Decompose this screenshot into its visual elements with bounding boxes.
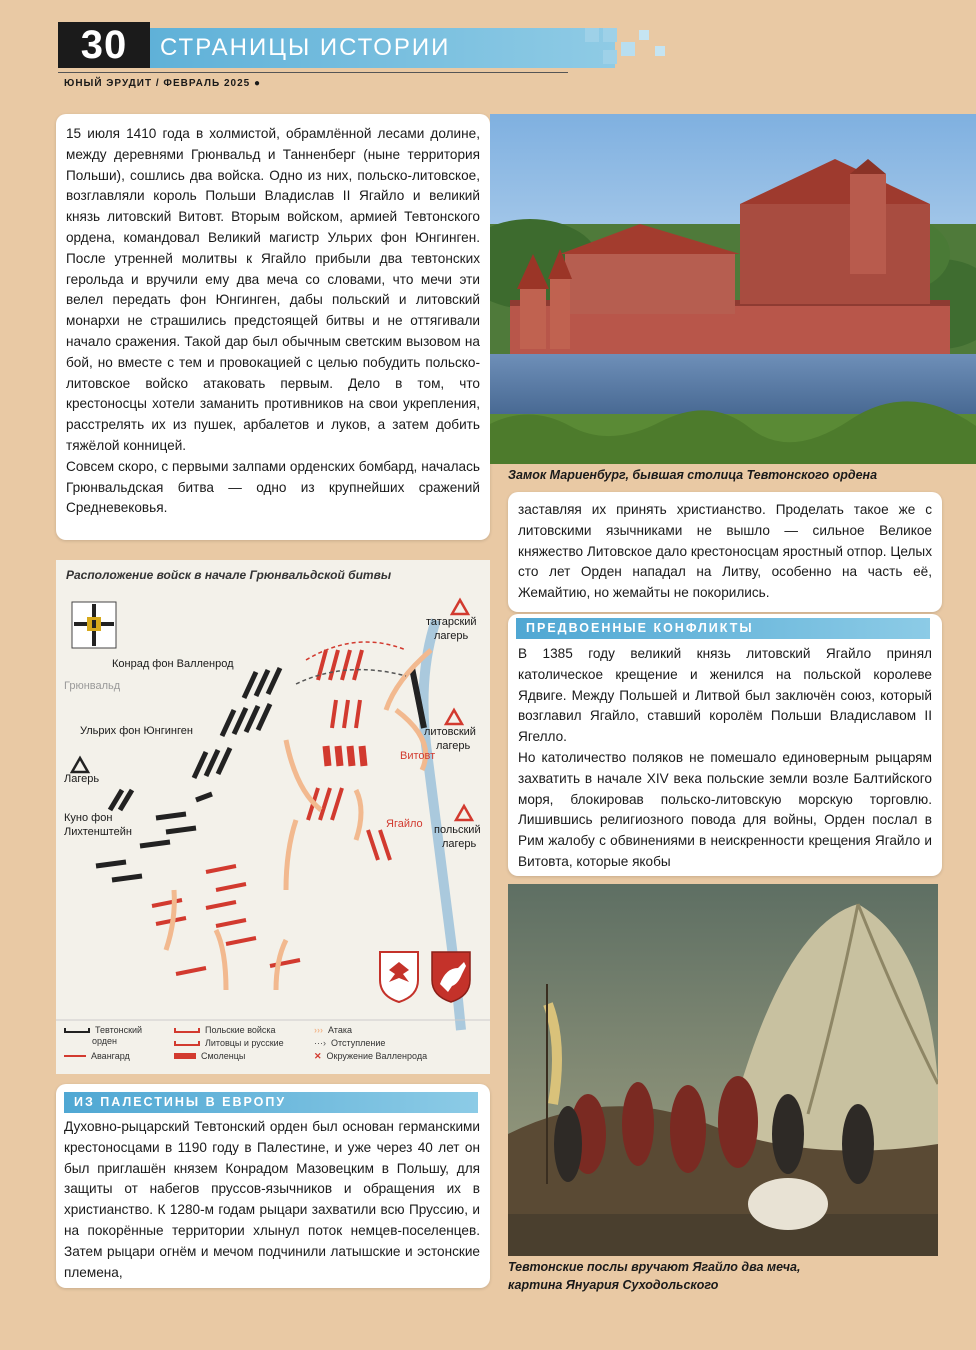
battle-map [56,560,490,1074]
label-ulrich: Ульрих фон Юнгинген [80,725,193,737]
legend-teutonic-symbol [64,1028,90,1033]
palestine-heading: ИЗ ПАЛЕСТИНЫ В ЕВРОПУ [64,1092,478,1113]
map-legend [64,1020,484,1070]
legend-attack: Атака [328,1025,352,1035]
teutonic-banner-icon [72,602,116,648]
label-tatar-2: лагерь [434,630,469,642]
legend-polish: Польские войска [205,1025,276,1035]
castle-illustration [490,114,976,464]
label-jagiello: Ягайло [386,818,423,830]
label-grunwald: Грюнвальд [64,680,121,692]
legend-vanguard: Авангард [91,1051,130,1061]
intro-paragraph-2: Совсем скоро, с первыми залпами орденских бомбард, началась Грюнвальдская битва — одно из крупнейших сражений Средневековья. [66,458,480,516]
prewar-text [518,644,932,873]
polish-units [152,650,390,974]
intro-text [66,124,480,519]
painting-photo [508,884,938,1256]
lithuanian-camp-icon [446,710,462,724]
legend-encircle: Окружение Валленрода [326,1051,428,1061]
intro-paragraph-1: 15 июля 1410 года в холмистой, обрамлённой лесами долине, между деревнями Грюнвальд и Танненберг (ныне территория Польши), сошлись два войска. Одно из них, польско-литовское, возглавляли король Польши Владислав II Ягайло и великий князь литовский Витовт. Вторым войском, армией Тевтонского ордена, командовал Великий магистр Ульрих фон Юнгинген. После утренней молитвы к Ягайло прибыли два тевтонских герольда и вручили ему два меча со словами, что мечи эти велел передать фон Юнгинген, дабы польский и литовский монархи не страшились предстоящей битвы и не оттягивали начало сражения. Такой дар был обычным светским вызовом на бой, но вместе с тем и провокацией с целью побудить польско-литовское войско атаковать первым. Дело в том, что крестоносцы хотели заманить противников на свои укрепления, расстрелять их из пушек, арбалетов и луков, а затем добить тяжёлой конницей. [66,126,480,453]
page-number: 30 [58,22,150,68]
header-rule [58,72,568,73]
legend-smolensk: Смоленцы [201,1051,246,1061]
label-lit-1: литовский [424,726,476,738]
label-lit-2: лагерь [436,740,471,752]
label-kuno-1: Куно фон [64,812,113,824]
painting-caption-2: картина Януария Суходольского [508,1278,719,1292]
legend-lit-rus: Литовцы и русские [205,1038,284,1048]
decor-square [639,30,649,40]
legend-teutonic-1: Тевтонский [95,1025,143,1035]
legend-retreat: Отступление [331,1038,386,1048]
teutonic-camp-icon [72,758,88,772]
smolensk-units [326,746,364,766]
label-konrad: Конрад фон Валленрод [112,658,234,670]
decor-square [621,42,635,56]
legend-lit-symbol [174,1041,200,1046]
map-svg [56,560,490,1074]
map-title: Расположение войск в начале Грюнвальдской битвы [66,568,392,582]
castle-caption: Замок Мариенбург, бывшая столица Тевтонского ордена [508,468,878,482]
label-camp: Лагерь [64,773,100,785]
pahonia-icon [432,952,470,1002]
encirclement-path [306,642,406,660]
tatar-camp-icon [452,600,468,614]
legend-polish-symbol [174,1028,200,1033]
retreat-path [296,670,406,684]
legend-encircle-icon: ✕ [314,1050,322,1061]
label-tatar-1: татарский [426,616,477,628]
painting-illustration [508,884,938,1256]
decor-square [603,28,617,42]
palestine-text: Духовно-рыцарский Тевтонский орден был основан германскими крестоносцами в 1190 году в Палестине, и уже через 40 лет он был приглашён князем Конрадом Мазовецким в Польшу, для защиты от набегов пруссов-язычников и обращения их в христианство. К 1280-м годам рыцари захватили всю Пруссию, и на покорённые территории хлынул поток немцев-поселенцев. Затем рыцари огнём и мечом подчинили латышские и эстонские племена, [64,1119,480,1280]
decor-square [655,46,665,56]
legend-attack-icon: ››› [314,1025,323,1035]
teutonic-units [96,668,280,880]
prewar-heading: ПРЕДВОЕННЫЕ КОНФЛИКТЫ [516,618,930,639]
prewar-paragraph-1: В 1385 году великий князь литовский Ягайло принял католическое крещение и женился на польской королеве Ядвиге. Между Польшей и Литвой был заключён союз, который возглавил Ягайло, ставший королём Польши Владиславом II Ягелло. [518,646,932,745]
legend-teutonic-2: орден [92,1036,118,1046]
legend-vanguard-symbol [64,1055,86,1057]
castle-photo [490,114,976,464]
continuation-text: заставляя их принять христианство. Проделать такое же с литовскими язычниками не вышло — сильное Великое княжество Литовское дало крестоносцам яростный отпор. Целых сто лет Орден нападал на Литву, особенно на часть её, Жемайтию, но жемайты не покорились. [518,502,932,601]
label-vitovt: Витовт [400,750,436,762]
legend-smolensk-symbol [174,1053,196,1059]
section-title: СТРАНИЦЫ ИСТОРИИ [160,34,451,61]
decor-square [603,50,617,64]
legend-retreat-icon: ⋯› [314,1037,326,1048]
label-pol-1: польский [434,824,481,836]
label-pol-2: лагерь [442,838,477,850]
prewar-paragraph-2: Но католичество поляков не помешало единоверным рыцарям захватить в начале XIV века польские земли возле Балтийского моря, блокировав польско-литовскую морскую торговлю. Лишившись религиозного повода для войны, Орден послал в Рим жалобу с обвинениями в неискренности крещения Ягайло и Витовта, которые якобы [518,749,932,869]
decor-square [585,28,599,42]
magazine-line: ЮНЫЙ ЭРУДИТ / ФЕВРАЛЬ 2025 ● [64,78,262,89]
label-kuno-2: Лихтенштейн [64,826,132,838]
painting-caption-1: Тевтонские послы вручают Ягайло два меча, [508,1260,801,1274]
polish-camp-icon [456,806,472,820]
polish-eagle-icon [380,952,418,1002]
